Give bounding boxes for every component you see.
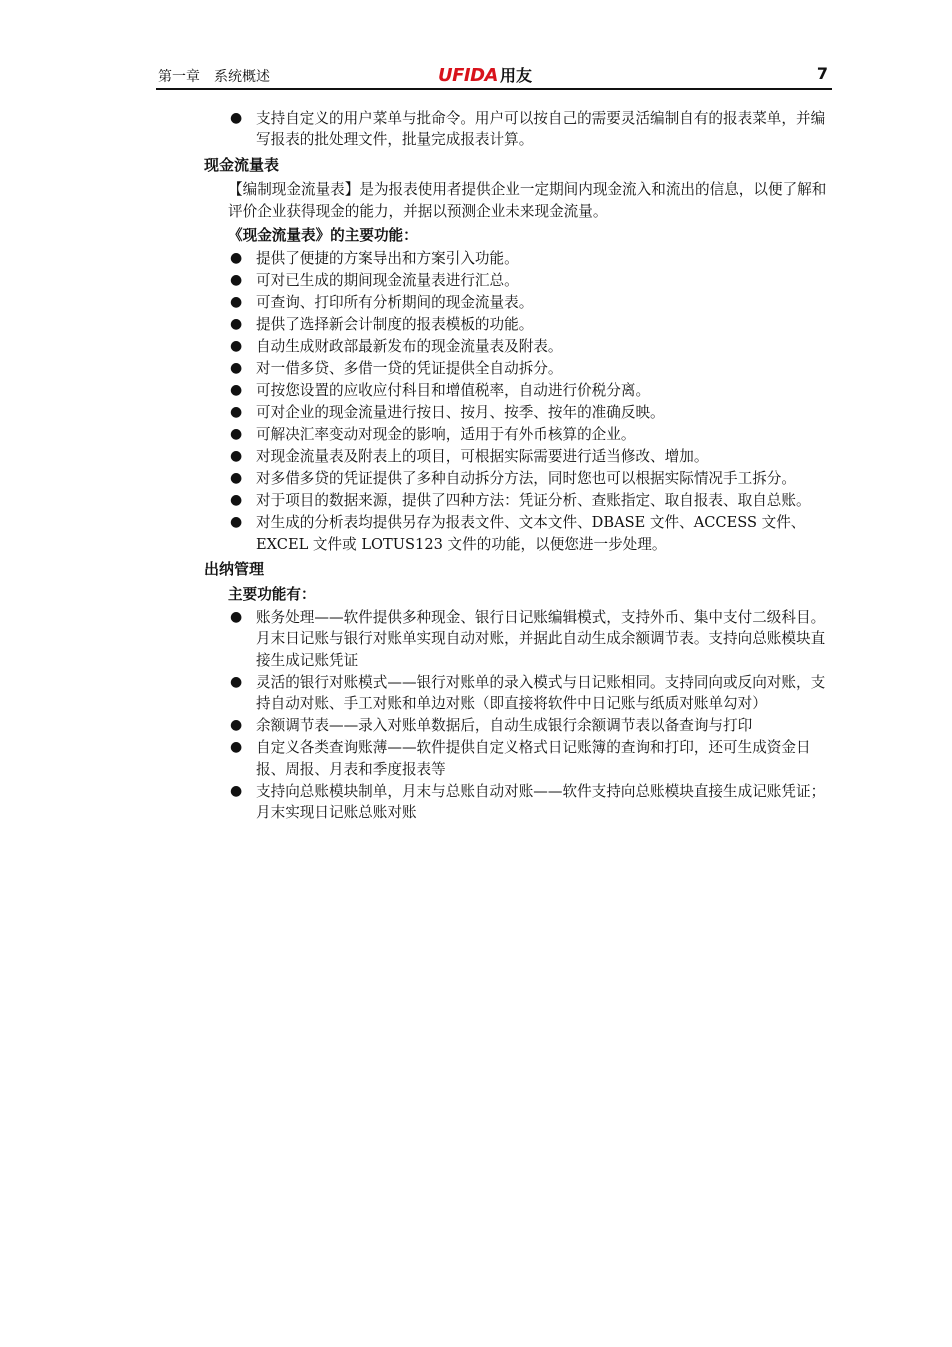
brand-cn: 用友 [499,66,532,85]
list-item: ● 对生成的分析表均提供另存为报表文件、文本文件、DBASE 文件、ACCESS 文件、EXCEL 文件或 LOTUS123 文件的功能，以便您进一步处理。 [230,514,806,553]
list-item: ● 可对企业的现金流量进行按日、按月、按季、按年的准确反映。 [204,402,834,423]
list-item: ● 提供了便捷的方案导出和方案引入功能。 [204,248,834,269]
list-item: ● 提供了选择新会计制度的报表模板的功能。 [204,314,834,335]
page-number: 7 [816,64,828,83]
chapter-title: 第一章 系统概述 [158,69,270,85]
list-item: ● 可解决汇率变动对现金的影响，适用于有外币核算的企业。 [204,424,834,445]
list-item: ● 对现金流量表及附表上的项目，可根据实际需要进行适当修改、增加。 [204,446,834,467]
bullet-icon: ● [230,782,243,799]
intro-bullet-list [204,108,834,151]
list-item: ● 对多借多贷的凭证提供了多种自动拆分方法，同时您也可以根据实际情况手工拆分。 [204,468,834,489]
ufida-logo [438,63,532,86]
bullet-icon: ● [230,448,243,465]
cashier-features-title: 主要功能有： [228,585,316,603]
bullet-icon: ● [230,294,243,311]
list-item: ● 账务处理——软件提供多种现金、银行日记账编辑模式，支持外币、集中支付二级科目。月末日记账与银行对账单实现自动对账，并据此自动生成余额调节表。支持向总账模块直接生成记账凭证 [230,609,826,669]
bullet-icon: ● [230,382,243,399]
list-item: ● 对一借多贷、多借一贷的凭证提供全自动拆分。 [204,358,834,379]
bullet-icon: ● [230,492,243,509]
cashier-feature-list [204,607,834,823]
list-item: ● 可按您设置的应收应付科目和增值税率，自动进行价税分离。 [204,380,834,401]
list-item: ● 灵活的银行对账模式——银行对账单的录入模式与日记账相同。支持同向或反向对账，支持自动对账、手工对账和单边对账（即直接将软件中日记账与纸质对账单勾对） [230,673,826,713]
bullet-icon: ● [230,360,243,377]
bullet-icon: ● [230,609,243,626]
bullet-icon: ● [230,404,243,421]
bullet-icon: ● [230,338,243,355]
list-item: ● 对于项目的数据来源，提供了四种方法：凭证分析、查账指定、取自报表、取自总账。 [204,490,834,511]
list-item: ● 自动生成财政部最新发布的现金流量表及附表。 [204,336,834,357]
list-item: ● 支持向总账模块制单，月末与总账自动对账——软件支持向总账模块直接生成记账凭证；月末实现日记账总账对账 [230,782,826,822]
bullet-icon: ● [230,250,243,267]
list-item: ● 可查询、打印所有分析期间的现金流量表。 [204,292,834,313]
cashflow-features-title: 《现金流量表》的主要功能： [228,227,418,245]
list-item: ● 自定义各类查询账薄——软件提供自定义格式日记账簿的查询和打印，还可生成资金日报、周报、月表和季度报表等 [230,739,811,778]
bullet-icon: ● [230,470,243,487]
section-title-cashflow: 现金流量表 [204,155,280,174]
bullet-icon: ● [230,739,243,756]
bullet-icon: ● [230,426,243,443]
page-header [156,60,832,90]
bullet-icon: ● [230,316,243,333]
bullet-icon: ● [230,673,243,690]
bullet-icon: ● [230,272,243,289]
bullet-icon: ● [230,110,243,126]
list-item: ● 支持自定义的用户菜单与批命令。用户可以按自己的需要灵活编制自有的报表菜单，并编写报表的批处理文件，批量完成报表计算。 [230,110,826,149]
cashflow-description: 【编制现金流量表】是为报表使用者提供企业一定期间内现金流入和流出的信息，以便了解和评价企业获得现金的能力，并据以预测企业未来现金流量。 [228,181,827,220]
list-item: ● 可对已生成的期间现金流量表进行汇总。 [204,270,834,291]
cashflow-feature-list [204,248,834,555]
brand-en: UFIDA [438,65,498,86]
section-title-cashier: 出纳管理 [204,560,265,579]
page-content [204,108,834,824]
list-item: ● 余额调节表——录入对账单数据后，自动生成银行余额调节表以备查询与打印 [204,715,834,736]
bullet-icon: ● [230,514,243,531]
bullet-icon: ● [230,717,243,734]
